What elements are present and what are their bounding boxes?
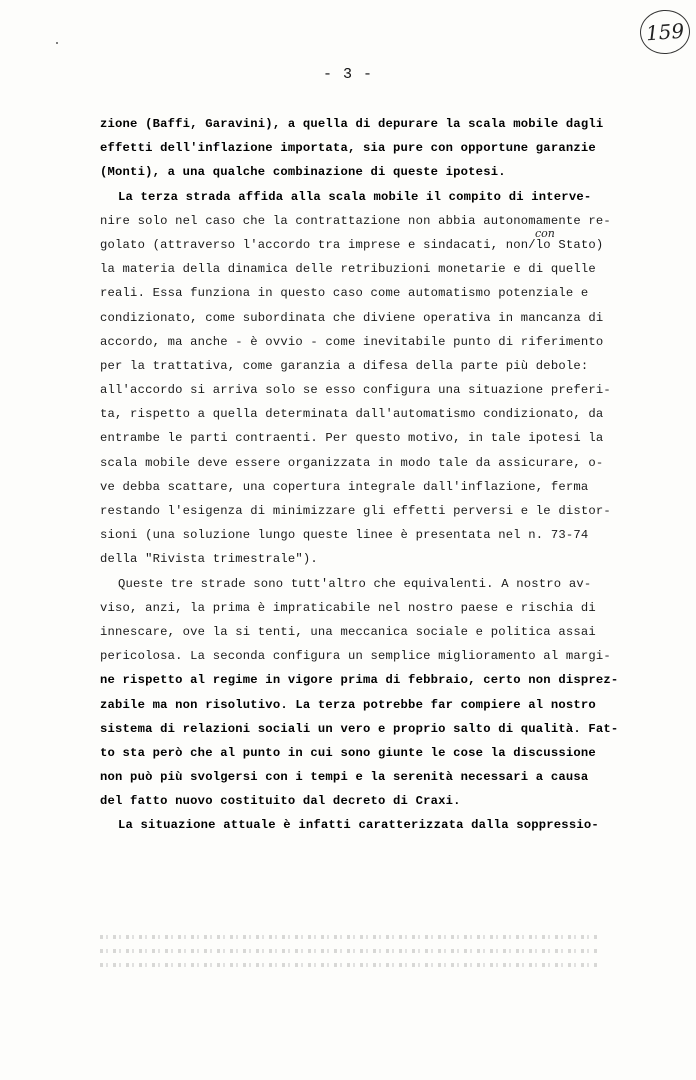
text-line: Queste tre strade sono tutt'altro che equivalenti. A nostro av- <box>118 576 592 591</box>
text-line: zione (Baffi, Garavini), a quella di depurare la scala mobile dagli <box>100 117 604 131</box>
paragraph-3 <box>100 572 619 814</box>
text-line: per la trattativa, come garanzia a difesa della parte più debole: <box>100 358 589 373</box>
text-line: ve debba scattare, una copertura integrale dall'inflazione, ferma <box>100 479 589 494</box>
page-label: - 3 - <box>322 66 373 83</box>
text-line: la materia della dinamica delle retribuzioni monetarie e di quelle <box>100 262 596 277</box>
text-line: effetti dell'inflazione importata, sia pure con opportune garanzie <box>100 141 596 156</box>
text-line: La situazione attuale è infatti caratterizzata dalla soppressio- <box>118 818 599 833</box>
text-line: innescare, ove la si tenti, una meccanica sociale e politica assai <box>100 624 596 639</box>
text-line: La terza strada affida alla scala mobile il compito di interve- <box>118 189 592 204</box>
bleed-through-marks <box>100 935 600 977</box>
text-line: golato (attraverso l'accordo tra imprese e sindacati, non/lo Stato) <box>100 237 604 252</box>
paragraph-2 <box>100 185 611 572</box>
text-line: restando l'esigenza di minimizzare gli effetti perversi e le distor- <box>100 504 611 518</box>
body-text <box>100 112 619 838</box>
text-line: nire solo nel caso che la contrattazione non abbia autonomamente re- <box>100 213 611 228</box>
text-line: (Monti), a una qualche combinazione di queste ipotesi. <box>100 165 506 180</box>
text-line: ta, rispetto a quella determinata dall'automatismo condizionato, da <box>100 407 604 422</box>
text-line: della "Rivista trimestrale"). <box>100 552 318 567</box>
text-line: scala mobile deve essere organizzata in modo tale da assicurare, o- <box>100 455 604 470</box>
text-line: reali. Essa funziona in questo caso come automatismo potenziale e <box>100 286 589 301</box>
text-line: del fatto nuovo costituito dal decreto di Craxi. <box>100 794 461 809</box>
text-line: sioni (una soluzione lungo queste linee è presentata nel n. 73-74 <box>100 528 589 543</box>
text-line: entrambe le parti contraenti. Per questo motivo, in tale ipotesi la <box>100 431 604 446</box>
bleed-through-line <box>100 949 600 953</box>
text-line: sistema di relazioni sociali un vero e proprio salto di qualità. Fat- <box>100 721 619 736</box>
ink-dot <box>56 42 58 44</box>
handwritten-insert: con <box>535 227 555 240</box>
text-line: to sta però che al punto in cui sono giunte le cose la discussione <box>100 745 596 760</box>
folio-number: 159 <box>645 18 685 46</box>
bleed-through-line <box>100 963 600 967</box>
text-line: viso, anzi, la prima è impraticabile nel nostro paese e rischia di <box>100 600 596 615</box>
text-line: ne rispetto al regime in vigore prima di febbraio, certo non disprez- <box>100 673 619 688</box>
bleed-through-line <box>100 935 600 939</box>
text-line: zabile ma non risolutivo. La terza potrebbe far compiere al nostro <box>100 697 596 712</box>
text-line: accordo, ma anche - è ovvio - come inevitabile punto di riferimento <box>100 334 604 349</box>
paragraph-4 <box>100 813 600 837</box>
text-line: pericolosa. La seconda configura un semplice miglioramento al margi- <box>100 649 611 664</box>
text-line: condizionato, come subordinata che diviene operativa in mancanza di <box>100 310 604 325</box>
folio-stamp <box>639 8 692 55</box>
text-line: non può più svolgersi con i tempi e la serenità necessari a causa <box>100 770 589 785</box>
text-line: all'accordo si arriva solo se esso configura una situazione preferi- <box>100 383 611 398</box>
paragraph-1 <box>100 112 604 185</box>
